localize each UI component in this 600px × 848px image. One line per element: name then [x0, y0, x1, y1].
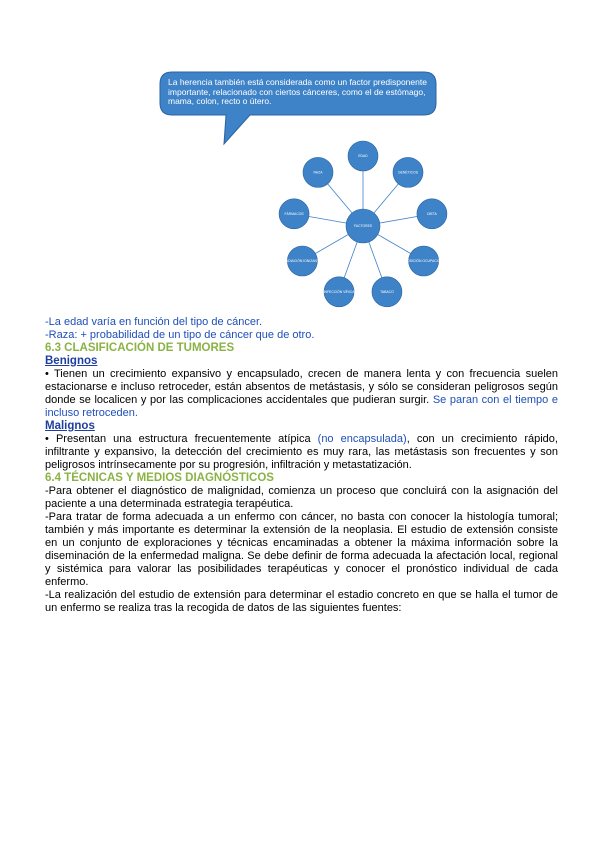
malignos-text-b: , con un crecimiento rápido, infiltrante y expansivo, la detección del crecimiento es muy rara, las metástasis son frecuentes y son peligrosos intrínsecamente por su progresión, infiltración y metastatización.: [45, 433, 558, 471]
document-body: [45, 316, 558, 615]
paragraph-1: -Para obtener el diagnóstico de malignidad, comienza un proceso que concluirá con la asignación del paciente a una determinada estrategia terapéutica.: [45, 485, 558, 510]
paragraph-3: -La realización del estudio de extensión para determinar el estadio concreto en que se halla el tumor de un enfermo se realiza tras la recogida de datos de las siguientes fuentes:: [45, 589, 558, 614]
callout-text: La herencia también está considerada como un factor predisponente importante, relacionado con ciertos cánceres, como el de estómago, mama, colon, recto o útero.: [168, 77, 427, 106]
malignos-title: Malignos: [45, 420, 95, 432]
factor-node: [372, 277, 402, 307]
factor-node-label: EDAD: [358, 154, 368, 159]
factor-node: [348, 141, 378, 171]
factor-node: [400, 246, 447, 276]
benignos-note: Se paran con el tiempo e incluso retroceden.: [45, 394, 558, 419]
factor-node-label: TABACO: [380, 289, 394, 294]
factor-node: [279, 199, 309, 229]
factor-node-label: INFECCIÓN VÍRICA: [323, 289, 355, 294]
factor-node-label: RAZA: [313, 170, 323, 175]
factor-node-label: RADIACIÓN IONIZANTE: [283, 259, 322, 264]
factor-node: [417, 199, 447, 229]
benignos-title: Benignos: [45, 355, 98, 367]
raza-line: -Raza: + probabilidad de un tipo de cáncer que de otro.: [45, 329, 315, 341]
factor-node: [303, 157, 333, 187]
factor-node: [393, 157, 423, 187]
edad-line: -La edad varía en función del tipo de cáncer.: [45, 316, 263, 328]
malignos-text-a: • Presentan una estructura frecuentemente atípica: [45, 433, 311, 445]
benignos-text: • Tienen un crecimiento expansivo y encapsulado, crecen de manera lenta y con frecuencia suelen estacionarse e incluso retroceder, están absentos de metástasis, y sólo se consideran peligrosos según donde se localicen y por las complicaciones accidentales que pudieran surgir.: [45, 368, 558, 406]
factor-node: [324, 277, 356, 307]
heading-clasificacion: 6.3 CLASIFICACIÓN DE TUMORES: [45, 342, 235, 354]
factor-node-label: DIETA: [427, 212, 437, 217]
malignos-paragraph: [45, 433, 558, 472]
heading-tecnicas: 6.4 TÉCNICAS Y MEDIOS DIAGNÓSTICOS: [45, 472, 274, 484]
factor-node-label: GENÉTICOS: [398, 170, 418, 175]
factor-node-label: EXPOSICIÓN OCUPACIONAL: [400, 259, 447, 264]
factor-node-label: FÁRMACOS: [284, 212, 304, 217]
center-node: [346, 209, 380, 243]
factor-node: [283, 246, 322, 276]
benignos-paragraph: [45, 368, 558, 420]
paragraph-2: -Para tratar de forma adecuada a un enfermo con cáncer, no basta con conocer la histología tumoral; también y más importante es determinar la extensión de la neoplasia. El estudio de extensión consiste en un conjunto de exploraciones y técnicas encaminadas a obtener la máxima información sobre la diseminación de la enfermedad maligna. Se debe definir de forma adecuada la afectación local, regional y sistémica para valorar las posibilidades terapéuticas y conocer el pronóstico individual de cada enfermo.: [45, 511, 558, 588]
factors-diagram: [270, 133, 460, 313]
malignos-note: (no encapsulada): [317, 433, 407, 445]
center-node-label: FACTORES: [353, 224, 373, 229]
